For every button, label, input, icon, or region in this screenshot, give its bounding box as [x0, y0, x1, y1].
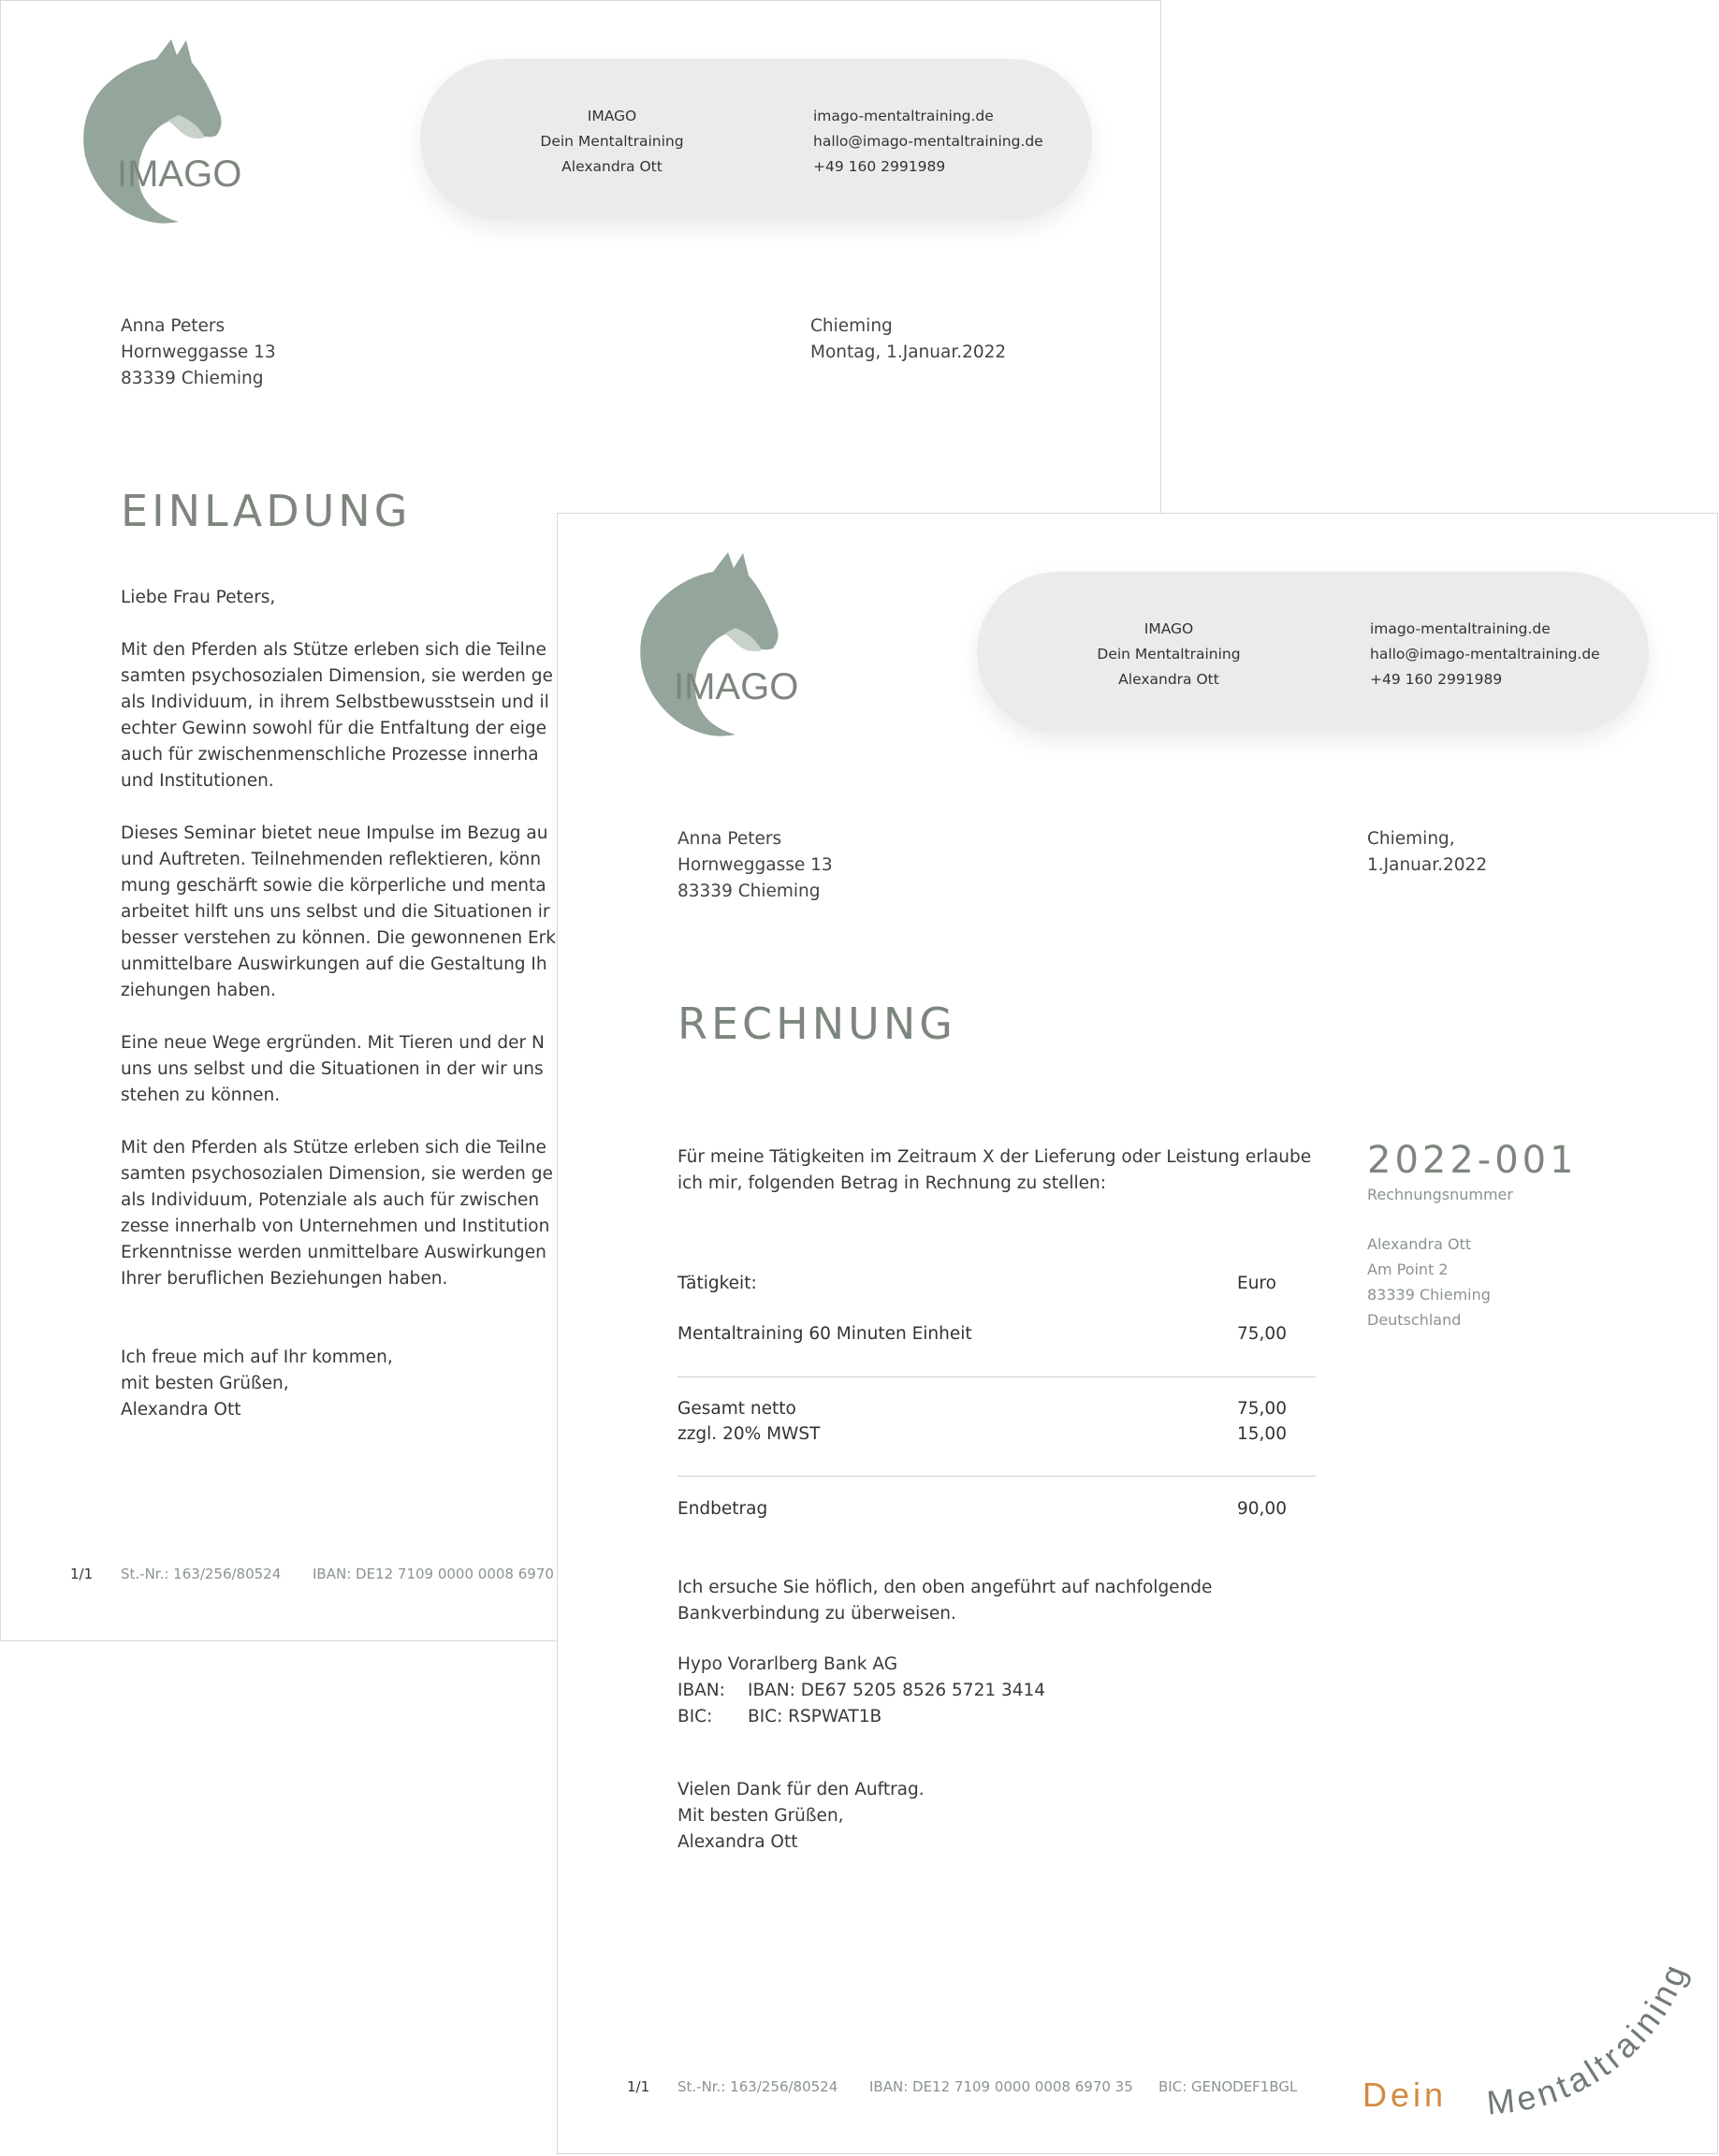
letter-paragraph-2: Dieses Seminar bietet neue Impulse im Bezug au und Auftreten. Teilnehmenden reflektieren, könn mung geschärft sowie die körperliche und menta arbeitet hilft uns uns selbst und die Situationen ir besser verstehen zu können. Die gewonnenen Erk unmittelbare Auswirkungen auf die Gestaltung Ih ziehungen haben.	[121, 823, 556, 1000]
total-label: Endbetrag	[677, 1499, 768, 1519]
letter-footer	[70, 1566, 93, 1582]
svg-text:IMAGO: IMAGO	[674, 666, 799, 707]
letter-paragraph-3: Eine neue Wege ergründen. Mit Tieren und der N uns uns selbst und die Situationen in der wir uns stehen zu können.	[121, 1033, 545, 1105]
header-website-link[interactable]: imago-mentaltraining.de	[1370, 620, 1551, 637]
header-contact-pill	[420, 59, 1092, 220]
recipient-address: Anna Peters Hornweggasse 13 83339 Chieming	[121, 316, 276, 388]
letter-title: EINLADUNG	[121, 486, 412, 536]
invoice-place-date	[1367, 826, 1487, 879]
table-divider	[677, 1476, 1316, 1477]
bic-value: BIC: RSPWAT1B	[748, 1707, 882, 1726]
column-currency: Euro	[1237, 1274, 1276, 1293]
invoice-closing: Vielen Dank für den Auftrag. Mit besten Grüßen, Alexandra Ott	[677, 1780, 925, 1852]
invoice-footer	[627, 2078, 649, 2095]
invoice-page	[557, 513, 1718, 2154]
line-item-description: Mentaltraining 60 Minuten Einheit	[677, 1324, 972, 1344]
invoice-number: 2022-001	[1367, 1139, 1578, 1182]
letter-paragraph-4: Mit den Pferden als Stütze erleben sich die Teilne samten psychosozialen Dimension, sie werden ge als Individuum, Potenziale als auch für zwischen zesse innerhalb von Unternehmen und Institution Erkenntnisse werden unmittelbare Auswirkungen Ihrer beruflichen Beziehungen haben.	[121, 1138, 553, 1289]
slogan-word-dein: Dein	[1362, 2076, 1448, 2114]
invoice-number-label: Rechnungsnummer	[1367, 1186, 1513, 1203]
horse-head-icon	[66, 35, 254, 231]
letter-salutation: Liebe Frau Peters,	[121, 588, 276, 607]
line-item-amount: 75,00	[1237, 1324, 1287, 1344]
bic-label: BIC:	[677, 1707, 713, 1726]
imago-logo	[66, 35, 254, 231]
invoice-place: Chieming,	[1367, 829, 1455, 849]
invoice-line-item	[677, 1324, 1316, 1344]
svg-text:IMAGO: IMAGO	[117, 153, 242, 195]
letter-footer-tax: St.-Nr.: 163/256/80524	[121, 1566, 282, 1582]
invoice-footer-bic: BIC: GENODEF1BGL	[1158, 2078, 1298, 2095]
invoice-footer-tax: St.-Nr.: 163/256/80524	[677, 2078, 838, 2095]
header-email-link[interactable]: hallo@imago-mentaltraining.de	[1370, 646, 1600, 663]
footer-page-number: 1/1	[627, 2078, 650, 2095]
bank-details	[677, 1652, 1333, 1730]
header-contact-pill	[977, 572, 1649, 733]
invoice-vat-row	[677, 1424, 1316, 1444]
slogan-word-mentaltraining: Mentaltraining	[1485, 1956, 1696, 2122]
header-phone: +49 160 2991989	[813, 158, 946, 175]
invoice-total-row	[677, 1499, 1316, 1519]
header-owner: Alexandra Ott	[561, 158, 663, 175]
header-tagline: Dein Mentaltraining	[540, 133, 684, 150]
invoice-footer-iban: IBAN: DE12 7109 0000 0008 6970 35	[869, 2078, 1133, 2095]
letter-date: Montag, 1.Januar.2022	[810, 342, 1007, 362]
header-owner: Alexandra Ott	[1118, 671, 1219, 688]
invoice-date: 1.Januar.2022	[1367, 855, 1488, 875]
net-label: Gesamt netto	[677, 1399, 796, 1419]
letter-body	[121, 585, 558, 1423]
invoice-intro: Für meine Tätigkeiten im Zeitraum X der Lieferung oder Leistung erlaube ich mir, folgenden Betrag in Rechnung zu stellen:	[677, 1147, 1312, 1193]
letter-place: Chieming	[810, 316, 893, 336]
vat-amount: 15,00	[1237, 1424, 1287, 1444]
header-email-link[interactable]: hallo@imago-mentaltraining.de	[813, 133, 1043, 150]
invoice-net-row	[677, 1399, 1316, 1419]
header-website-link[interactable]: imago-mentaltraining.de	[813, 108, 994, 124]
invoice-meta	[1367, 1139, 1578, 1333]
header-phone: +49 160 2991989	[1370, 671, 1503, 688]
vat-label: zzgl. 20% MWST	[677, 1424, 821, 1444]
letter-place-date	[810, 313, 1006, 366]
invoice-table-header	[677, 1274, 1316, 1293]
total-amount: 90,00	[1237, 1499, 1287, 1519]
recipient-address: Anna Peters Hornweggasse 13 83339 Chieming	[677, 829, 833, 901]
letter-footer-iban: IBAN: DE12 7109 0000 0008 6970	[313, 1566, 554, 1582]
header-tagline: Dein Mentaltraining	[1097, 646, 1241, 663]
footer-page-number: 1/1	[70, 1566, 94, 1582]
horse-head-icon	[623, 547, 810, 744]
iban-label: IBAN:	[677, 1681, 725, 1700]
letter-paragraph-1: Mit den Pferden als Stütze erleben sich die Teilne samten psychosozialen Dimension, sie werden ge als Individuum, in ihrem Selbstbewusstsein und il echter Gewinn sowohl für die Entfaltung der eige auch für zwischenmenschliche Prozesse innerha und Institutionen.	[121, 640, 553, 791]
letter-closing: Ich freue mich auf Ihr kommen, mit besten Grüßen, Alexandra Ott	[121, 1348, 393, 1420]
net-amount: 75,00	[1237, 1399, 1287, 1419]
payment-request: Ich ersuche Sie höflich, den oben angeführt auf nachfolgende Bankverbindung zu überweisen.	[677, 1578, 1213, 1624]
iban-value: IBAN: DE67 5205 8526 5721 3414	[748, 1681, 1046, 1700]
imago-logo	[623, 547, 810, 744]
slogan-dein-mentaltraining	[1362, 1861, 1718, 2142]
column-activity: Tätigkeit:	[677, 1274, 757, 1293]
invoice-title: RECHNUNG	[677, 998, 956, 1049]
header-company: IMAGO	[1144, 620, 1194, 637]
bank-name: Hypo Vorarlberg Bank AG	[677, 1654, 898, 1674]
header-company: IMAGO	[587, 108, 637, 124]
sender-address: Alexandra Ott Am Point 2 83339 Chieming Deutschland	[1367, 1235, 1491, 1329]
